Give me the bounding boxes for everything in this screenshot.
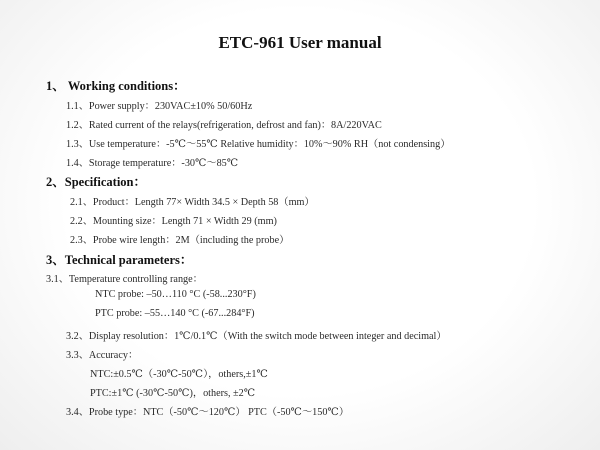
document-title: ETC-961 User manual — [218, 33, 382, 52]
line-storage-temperature: 1.4、Storage temperature：-30℃～85℃ — [66, 158, 239, 169]
line-ntc-accuracy: NTC:±0.5℃（-30℃-50℃），others,±1℃ — [90, 369, 268, 380]
line-mounting-size: 2.2、Mounting size：Length 71 × Width 29 (mm) — [70, 216, 277, 227]
line-power-supply: 1.1、Power supply：230VAC±10% 50/60Hz — [66, 101, 253, 112]
section-heading-technical-parameters: 3、Technical parameters： — [46, 253, 193, 267]
line-probe-type: 3.4、Probe type：NTC（-50℃～120℃） PTC（-50℃～150℃） — [66, 407, 350, 418]
line-temperature-range: 3.1、Temperature controlling range： — [46, 274, 203, 285]
line-display-resolution: 3.2、Display resolution：1℃/0.1℃（With the switch mode between integer and decimal） — [66, 331, 447, 342]
line-probe-wire-length: 2.3、Probe wire length：2M（including the probe） — [70, 235, 290, 246]
line-product-size: 2.1、Product：Length 77× Width 34.5 × Depth 58（mm） — [70, 197, 315, 208]
line-use-temperature: 1.3、Use temperature：-5℃～55℃ Relative humidity：10%～90% RH（not condensing） — [66, 139, 451, 150]
line-ptc-accuracy: PTC:±1℃ (-30℃-50℃)，others, ±2℃ — [90, 388, 256, 399]
line-ntc-range: NTC probe: –50…110 °C (-58...230°F) — [95, 289, 256, 300]
line-accuracy: 3.3、Accuracy： — [66, 350, 139, 361]
section-heading-specification: 2、Specification： — [46, 175, 146, 189]
section-heading-working-conditions: 1、 Working conditions： — [46, 79, 186, 93]
line-rated-current: 1.2、Rated current of the relays(refrigeration, defrost and fan)：8A/220VAC — [66, 120, 382, 131]
line-ptc-range: PTC probe: –55…140 °C (-67...284°F) — [95, 308, 255, 319]
